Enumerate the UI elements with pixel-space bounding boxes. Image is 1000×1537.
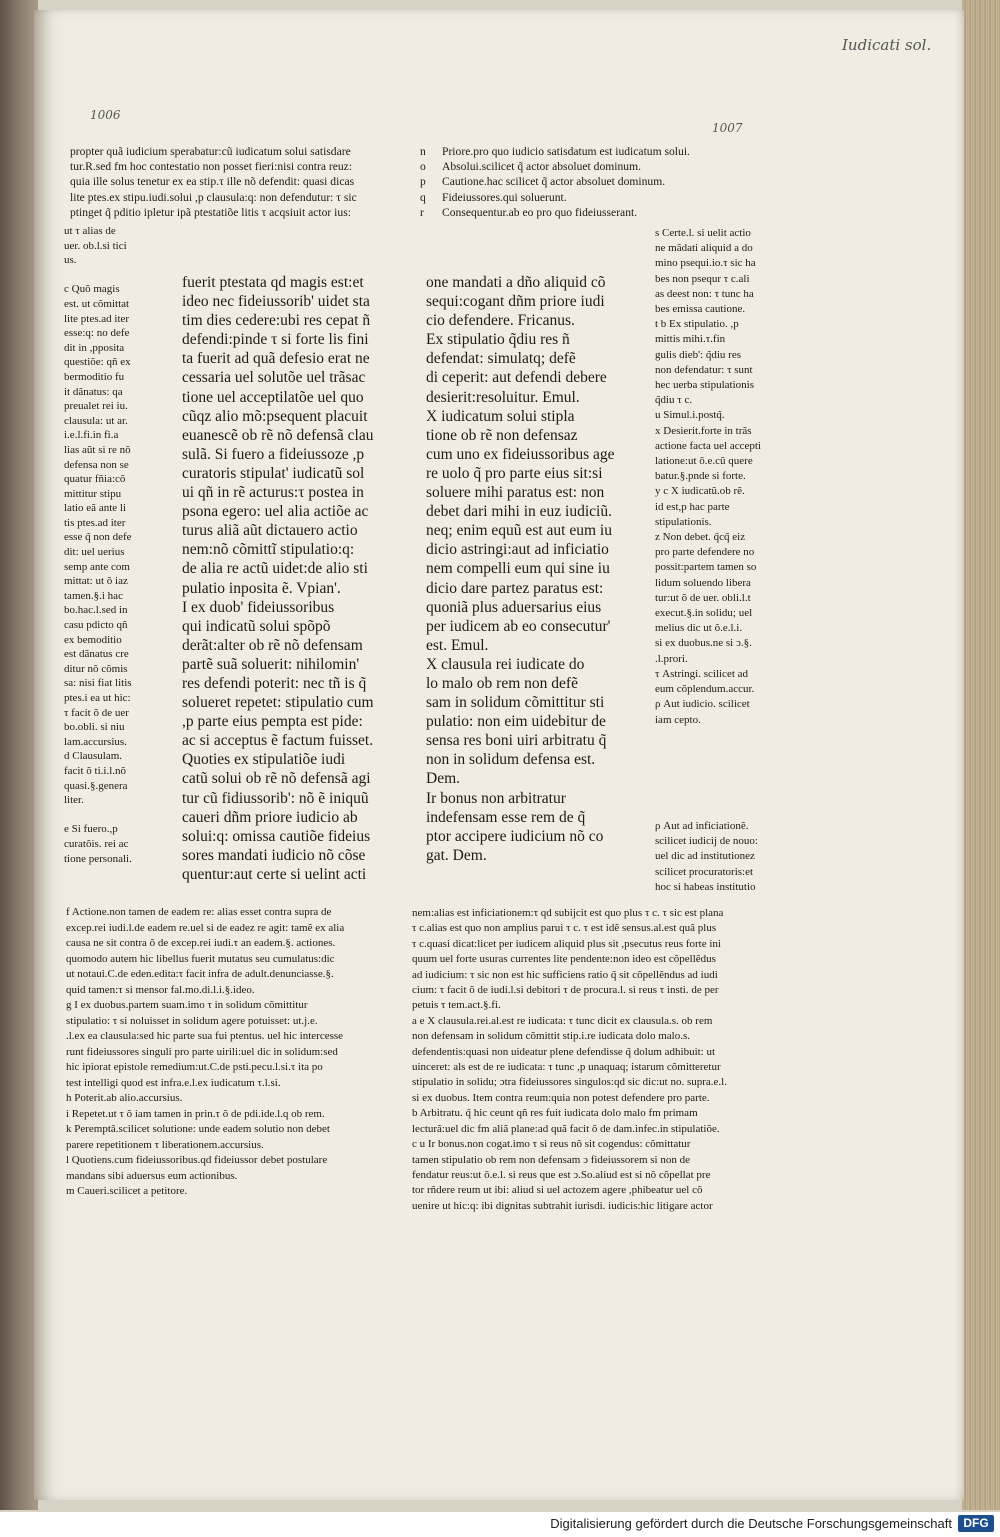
text-line: pulatio inposita ẽ. Vpian'. — [182, 579, 341, 597]
text-line: scilicet iudicij de nouo: — [655, 835, 758, 848]
text-line: s Certe.l. si uelit actio — [655, 227, 751, 239]
text-line: Dem. — [426, 770, 461, 788]
text-line: tur cũ fidiussorib': nõ ẽ iniquũ — [182, 789, 369, 807]
text-line: X clausula rei iudicate do — [426, 655, 585, 673]
text-line: si ex duobus.ne si ͻ.§. — [655, 637, 752, 650]
text-line: cũqz alio mõ:psequent placuit — [182, 407, 368, 425]
text-line: partẽ suã soluerit: nihilomin' — [182, 655, 360, 673]
text-line — [64, 808, 176, 823]
text-line: qui indicatũ solui spõpõ — [182, 617, 331, 635]
text-line: clausula: ut ar. — [64, 414, 128, 427]
text-line: lite ptes.ad iter — [64, 312, 130, 325]
text-line: actione facta uel accepti — [655, 439, 761, 452]
text-line: execut.§.in solidu; uel — [655, 607, 753, 620]
gloss-line: Fideiussores.qui soluerunt. — [442, 190, 567, 204]
text-line: lias aũt si re nõ — [64, 443, 131, 456]
text-line: casu pdicto qñ — [64, 619, 128, 632]
text-line: e Si fuero.,p — [64, 823, 118, 836]
text-line: di ceperit: aut defendi debere — [426, 369, 607, 387]
right-margin-gloss — [655, 226, 800, 895]
text-line: dit: uel uerius — [64, 546, 125, 559]
text-line: solui:q: omissa cautiõe fideius — [182, 827, 371, 845]
text-line: pro parte defendere no — [655, 546, 755, 559]
text-line: scilicet procuratoris:et — [655, 865, 754, 878]
text-line: eum cõplendum.accur. — [655, 683, 755, 696]
text-line: it dãnatus: qa — [64, 385, 123, 398]
text-line: lo malo ob rem non defẽ — [426, 674, 578, 692]
text-line — [655, 743, 800, 758]
text-line: tor rñdere reum ut ibi: aliud si uel actozem agere ,phibeatur uel cõ — [412, 1184, 703, 1197]
text-line: k Peremptã.scilicet solutione: unde eadem solutio non debet — [66, 1123, 330, 1135]
text-line: gulis dieb': q̃diu res — [655, 348, 742, 361]
text-line: euanescẽ ob rẽ nõ defensã clau — [182, 426, 374, 444]
gloss-line: quia ille solus tenetur ex ea stip.τ ille nõ defendit: quasi dicas — [70, 175, 355, 189]
text-line: one mandati a dño aliquid cõ — [426, 274, 606, 291]
top-right-gloss — [442, 144, 772, 220]
text-line: ptor accipere iudicium nõ co — [426, 827, 604, 845]
text-line: tione personali. — [64, 852, 132, 865]
gloss-line: propter quã iudicium sperabatur:cũ iudicatum solui satisdare — [70, 145, 351, 158]
top-right-gloss-letters — [420, 144, 434, 220]
text-line: quatur fñia:cõ — [64, 473, 126, 486]
book-left-edge — [0, 0, 38, 1510]
text-line: sores mandati iudicio nõ cõse — [182, 846, 366, 864]
text-line: quid tamen:τ si mensor fal.mo.di.l.i.§.ideo. — [66, 983, 255, 996]
gloss-letter: p — [420, 175, 426, 189]
text-line: stipulatio in solidu; ɔtra fideiussores singulos:qd sic dic:ut no. supra.e.l. — [412, 1076, 727, 1089]
text-line: re uolo q̃ pro parte eius sit:si — [426, 464, 603, 482]
text-line: bes non psequr τ c.ali — [655, 272, 750, 285]
text-line: ad iudicium: τ sic non est hic sufficiens ratio q̃ sit cõpellẽndus ad iudi — [412, 968, 718, 981]
main-text-column-left — [182, 273, 397, 884]
text-line: quasi.§.genera — [64, 779, 128, 792]
text-line: tis ptes.ad iter — [64, 516, 126, 529]
text-line: stipulationis. — [655, 515, 712, 528]
text-line: τ c.quasi dicat:licet per iudicem aliquid plus sit ,psecutus reus forte ini — [412, 937, 721, 950]
text-line: curatõis. rei ac — [64, 837, 129, 850]
text-line: tur:ut õ de uer. obli.l.t — [655, 591, 751, 604]
folio-number-right: 1007 — [712, 121, 743, 135]
text-line: derãt:alter ob rẽ nõ defensam — [182, 636, 363, 654]
text-line: latio eã ante li — [64, 502, 126, 515]
gloss-letter: o — [420, 160, 426, 174]
text-line: .l.ex ea clausula:sed hic parte sua fui ptentus. uel hic intercesse — [66, 1030, 344, 1042]
gloss-letter: q — [420, 190, 426, 204]
gloss-line: lite ptes.ex stipu.iudi.solui ,p clausula:q: non defendutur: τ sic — [70, 190, 357, 204]
gloss-line: Cautione.hac scilicet q̃ actor absoluet dominum. — [442, 175, 666, 189]
text-line: ut notaui.C.de eden.edita:τ facit infra de adult.denunciasse.§. — [66, 968, 334, 980]
text-line: ut τ alias de — [64, 225, 116, 237]
text-line: est. ut cõmittat — [64, 297, 130, 310]
text-line: petuis τ tem.act.§.fi. — [412, 999, 501, 1012]
text-line: d Clausulam. — [64, 750, 123, 763]
text-line: nem:nõ cõmittĩ stipulatio:q: — [182, 541, 355, 559]
text-line: tamen stipulatio ob rem non defensam ͻ fideiussorem si non de — [412, 1153, 690, 1166]
text-line: τ facit õ de uer — [64, 706, 129, 719]
text-line: fuerit ptestata qd magis est:et — [182, 274, 364, 291]
text-line: quoniã plus aduersarius eius — [426, 598, 602, 616]
text-line: b Arbitratu. q̃ hic ceunt qñ res fuit iudicata dolo malo fm primam — [412, 1107, 698, 1120]
text-line: de alia re actũ uidet:de alio sti — [182, 560, 368, 578]
text-line: ρ Aut ad inficiationẽ. — [655, 819, 749, 832]
text-line: non defensam in solidum cõmittit stip.i.re iudicata dolo malo.s. — [412, 1030, 691, 1043]
text-line: defendi:pinde τ si forte lis fini — [182, 331, 369, 349]
text-line: mittis mihi.τ.fin — [655, 333, 726, 346]
text-line: defensa non se — [64, 458, 129, 471]
gloss-line: Priore.pro quo iudicio satisdatum est iudicatum solui. — [442, 145, 690, 158]
text-line: defendentis:quasi non uideatur plene defendisse q̃ dolum adhibuit: ut — [412, 1045, 716, 1058]
text-line — [655, 773, 800, 788]
text-line: Ir bonus non arbitratur — [426, 789, 566, 807]
text-line: catũ solui ob rẽ nõ defensã agi — [182, 770, 371, 788]
text-line: tione uel acceptilatõe uel quo — [182, 388, 364, 406]
text-line: stipulatio: τ si noluisset in solidum agere potuisset: ut.j.e. — [66, 1014, 318, 1027]
text-line: runt fideiussores singuli pro parte uirili:uel dic in solidum:sed — [66, 1045, 338, 1058]
text-line: bes emissa cautione. — [655, 303, 746, 316]
text-line: lidum soluendo libera — [655, 576, 751, 589]
main-text-column-right — [426, 273, 641, 865]
text-line: dicio dare partez paratus est: — [426, 579, 604, 597]
text-line: turus aliã aũt dictauero actio — [182, 522, 358, 540]
text-line: I ex duob' fideiussoribus — [182, 598, 335, 616]
text-line: esse q̃ non defe — [64, 531, 132, 544]
text-line: tim dies cedere:ubi res cepat ñ — [182, 312, 371, 330]
lower-left-gloss — [66, 905, 401, 1200]
text-line: neq; enim equũ est aut eum iu — [426, 522, 612, 540]
text-line: f Actione.non tamen de eadem re: alias esset contra supra de — [66, 906, 332, 918]
footer-bar — [0, 1512, 1000, 1537]
text-line — [655, 728, 800, 743]
text-line — [655, 804, 800, 819]
text-line: cio defendere. Fricanus. — [426, 312, 575, 330]
text-line: c u Ir bonus.non cogat.imo τ si reus nõ sit cogendus: cõmittatur — [412, 1138, 691, 1151]
text-line: pulatio: non eim uidebitur de — [426, 713, 606, 731]
text-line: lam.accursius. — [64, 735, 127, 748]
text-line: curatoris stipulat' iudicatũ sol — [182, 464, 365, 482]
text-line: debet dari mihi in euz iudiciũ. — [426, 503, 612, 521]
text-line: indefensam esse rem de q̃ — [426, 808, 586, 826]
text-line: id est,p hac parte — [655, 500, 730, 513]
text-line: questiõe: qñ ex — [64, 356, 131, 369]
text-line: cessaria uel solutõe uel trãsac — [182, 369, 366, 387]
text-line: facit õ ti.i.l.nõ — [64, 764, 127, 777]
text-line: defendat: simulatq; defẽ — [426, 350, 576, 368]
text-line: hoc si habeas institutio — [655, 880, 756, 893]
text-line: uer. ob.l.si tici — [64, 239, 127, 252]
text-line: uenire ut hic:q: ibi dignitas subtrahit iurisdi. iudicis:hic litigare actor — [412, 1199, 713, 1212]
text-line: .l.prori. — [655, 652, 688, 665]
gloss-letter: n — [420, 145, 426, 158]
text-line: quomodo autem hic libellus fuerit mutatus seu cumulatus:dic — [66, 952, 335, 965]
gloss-line: ptinget q̃ pditio ipletur ipã ptestatiõe litis τ acqsiuit actor ius: — [70, 205, 351, 219]
folio-number-left: 1006 — [90, 108, 121, 122]
text-line: τ Astringi. scilicet ad — [655, 667, 749, 680]
text-line: causa ne sit contra õ de excep.rei iudi.τ an eadem.§. actiones. — [66, 937, 336, 949]
text-line: est. Emul. — [426, 636, 489, 654]
text-line: sulã. Si fuero a fideiussoze ,p — [182, 445, 365, 463]
text-line: melius dic ut õ.e.l.i. — [655, 622, 743, 635]
text-line: quum uel forte usuras currentes lite pendente:non ideo est cõpellẽdus — [412, 953, 716, 966]
text-line: ac si acceptus ẽ factum fuisset. — [182, 732, 374, 750]
text-line: sensa res boni uiri arbitratu q̃ — [426, 732, 607, 750]
text-line: ta fuerit ad quã defesio erat ne — [182, 350, 370, 368]
text-line: hic ipiorat epistole remedium:ut.C.de psti.pecu.l.si.τ ita po — [66, 1061, 323, 1073]
text-line: latione:ut õ.e.cũ quere — [655, 455, 753, 468]
text-line: nem:alias est inficiationem:τ qd subijcit est quo plus τ c. τ sic est plana — [412, 907, 724, 919]
text-line: desierit:resoluitur. Emul. — [426, 388, 580, 406]
gloss-line: tur.R.sed fm hoc contestatio non posset fieri:nisi contra reuz: — [70, 160, 353, 174]
text-line: c Quõ magis — [64, 283, 120, 296]
running-head: Iudicati sol. — [842, 36, 932, 54]
text-line: mino psequi.io.τ sic ha — [655, 257, 756, 270]
text-line: excep.rei iudi.l.de eadem re.uel si de eadez re agit: tamẽ ex alia — [66, 921, 345, 934]
text-line: mandans sibi aduersus eum actionibus. — [66, 1169, 238, 1182]
text-line: nem compelli eum qui sine iu — [426, 560, 610, 578]
text-line: m Caueri.scilicet a petitore. — [66, 1185, 188, 1197]
text-line: bo.hac.l.sed in — [64, 604, 128, 617]
text-line: ex bemoditio — [64, 633, 122, 646]
text-line — [655, 758, 800, 773]
text-line: dit in ,pposita — [64, 341, 125, 354]
gloss-letter: r — [420, 205, 424, 219]
text-line: possit:partem tamen so — [655, 561, 757, 574]
text-line: tamen.§.i hac — [64, 589, 123, 602]
text-line: sequi:cogant dñm priore iudi — [426, 293, 605, 311]
text-line: g I ex duobus.partem suam.imo τ in solidum cõmittitur — [66, 999, 308, 1011]
text-line: soluere mihi paratus est: non — [426, 484, 605, 502]
text-line: non in solidum defensa est. — [426, 751, 596, 769]
text-line: as deest non: τ tunc ha — [655, 287, 754, 300]
text-line: ptes.i ea ut hic: — [64, 692, 131, 704]
text-line: X iudicatum solui stipla — [426, 407, 575, 425]
text-line: uinceret: als est de re iudicata: τ tunc ,p unaquaq; istarum cõmitteretur — [412, 1061, 721, 1074]
left-margin-gloss — [64, 224, 176, 866]
text-line: caueri dñm priore iudicio ab — [182, 808, 358, 826]
text-line: parere repetitionem τ liberationem.accursius. — [66, 1138, 264, 1151]
text-line: semp ante com — [64, 560, 130, 573]
text-line: iam cepto. — [655, 713, 701, 726]
gloss-line: Consequentur.ab eo pro quo fideiusserant. — [442, 205, 638, 219]
text-line: per iudicem ab eo consecutur' — [426, 617, 611, 635]
text-line: quentur:aut certe si uelint acti — [182, 865, 367, 883]
text-line: t b Ex stipulatio. ,p — [655, 318, 739, 331]
text-line: i Repetet.ut τ õ iam tamen in prin.τ õ de pdi.ide.l.q ob rem. — [66, 1107, 325, 1120]
text-line: preualet rei iu. — [64, 400, 128, 413]
dfg-logo: DFG — [958, 1515, 994, 1532]
text-line: dicio astringi:aut ad inficiatio — [426, 541, 609, 559]
text-line: esse:q: no defe — [64, 327, 130, 340]
digitization-credit: Digitalisierung gefördert durch die Deutsche Forschungsgemeinschaft — [550, 1516, 952, 1531]
text-line: Quoties ex stipulatiõe iudi — [182, 751, 346, 769]
text-line: liter. — [64, 794, 84, 807]
text-line: sa: nisi fiat litis — [64, 677, 132, 690]
text-line: x Desierit.forte in trãs — [655, 424, 752, 437]
text-line: est dãnatus cre — [64, 648, 129, 661]
text-line: si ex duobus. Item contra reum:quia non potest defendere pro parte. — [412, 1091, 710, 1104]
text-line: bo.obli. si niu — [64, 721, 125, 734]
text-line: Ex stipulatio q̃diu res ñ — [426, 331, 570, 349]
text-line — [64, 268, 176, 283]
text-line: h Poterit.ab alio.accursius. — [66, 1092, 183, 1104]
text-line: fendatur reus:ut õ.e.l. si reus que est ͻ.So.aliud est si nõ cõpellat pre — [412, 1168, 711, 1181]
text-line: sam in solidum cõmittitur sti — [426, 694, 605, 712]
text-line: z Non debet. q̃cq̃ eiz — [655, 531, 746, 544]
text-line — [655, 789, 800, 804]
text-line: q̃diu τ c. — [655, 394, 693, 407]
text-line: ditur nõ cõmis — [64, 662, 128, 675]
text-line: l Quotiens.cum fideiussoribus.qd fideiussor debet postulare — [66, 1154, 328, 1166]
text-line: tione ob rẽ non defensaz — [426, 426, 578, 444]
lower-right-gloss — [412, 906, 784, 1214]
text-line: bermoditio fu — [64, 370, 125, 383]
text-line: a e X clausula.rei.al.est re iudicata: τ tunc dicit ex clausula.s. ob rem — [412, 1014, 713, 1027]
text-line: lecturã:uel dic fm aliã plane:ad quã facit õ de dam.infec.in stipulatiõe. — [412, 1122, 720, 1135]
text-line: cum uno ex fideiussoribus age — [426, 445, 615, 463]
text-line: τ c.alias est quo non amplius parui τ c. τ est idẽ sensus.al.est quã plus — [412, 922, 717, 935]
text-line: ui qñ in rẽ acturus:τ postea in — [182, 484, 364, 502]
text-line: batur.§.pnde si forte. — [655, 470, 746, 483]
text-line: ideo nec fideiussorib' uidet sta — [182, 293, 370, 311]
gloss-line: Absolui.scilicet q̃ actor absoluet dominum. — [442, 160, 641, 174]
text-line: gat. Dem. — [426, 846, 487, 864]
text-line: ρ Aut iudicio. scilicet — [655, 698, 750, 711]
text-line: uel dic ad institutionez — [655, 850, 755, 863]
text-line: ,p parte eius pempta est pide: — [182, 713, 363, 731]
text-line: y c X iudicatũ.ob rẽ. — [655, 485, 745, 498]
top-left-gloss — [70, 144, 410, 220]
text-line: mittitur stipu — [64, 487, 122, 500]
text-line: ne mãdati aliquid a do — [655, 242, 753, 255]
text-line: non defendatur: τ sunt — [655, 363, 753, 376]
text-line: hec uerba stipulationis — [655, 379, 754, 392]
text-line: solueret repetet: stipulatio cum — [182, 694, 374, 712]
text-line: u Simul.i.postq̃. — [655, 409, 725, 422]
text-line: cium: τ facit õ de iudi.l.si debitori τ de procura.l. si reus τ insti. de per — [412, 984, 719, 997]
text-line: psona egero: uel alia actiõe ac — [182, 503, 369, 521]
text-line: mittat: ut õ iaz — [64, 575, 128, 588]
text-line: us. — [64, 254, 77, 267]
text-line: res defendi poterit: nec tñ is q̃ — [182, 674, 367, 692]
book-page-edges — [962, 0, 1000, 1510]
text-line: test intelligi quod est infra.e.l.ex iudicatum τ.l.si. — [66, 1076, 281, 1089]
text-line: i.e.l.fi.in fi.a — [64, 429, 119, 442]
